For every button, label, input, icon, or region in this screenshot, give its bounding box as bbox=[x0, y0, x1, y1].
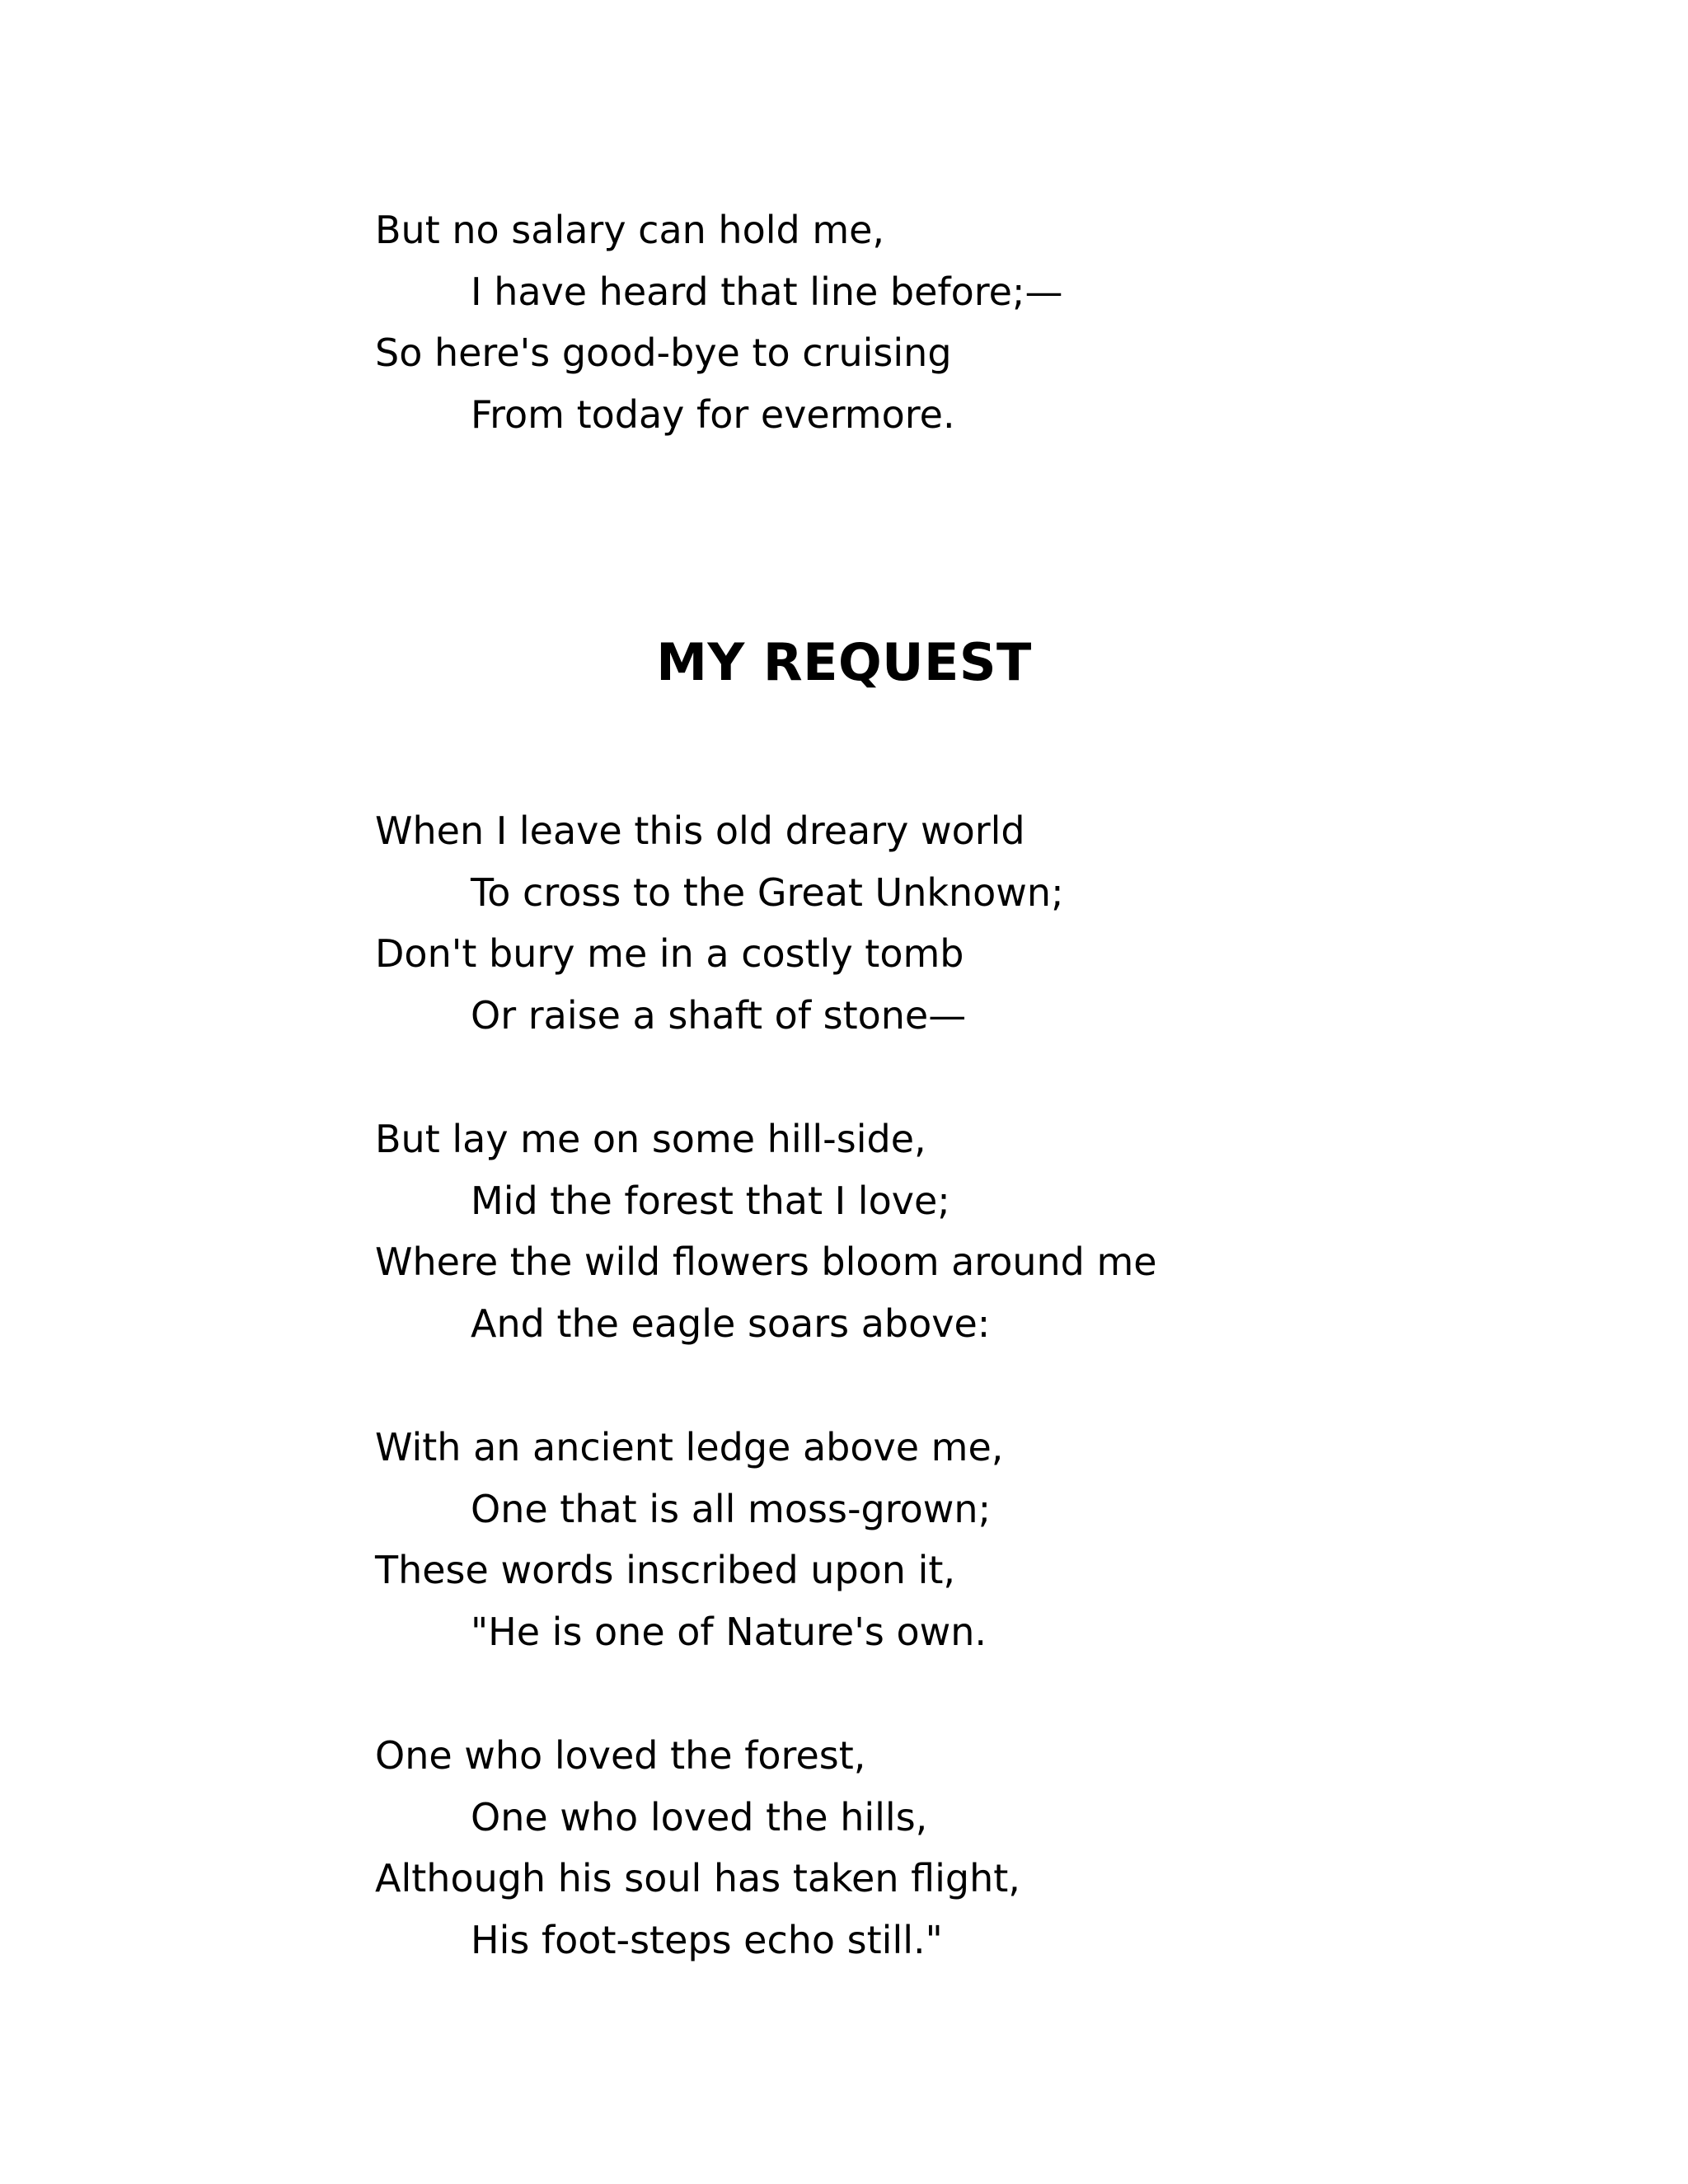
verse-line: One who loved the forest, bbox=[375, 1733, 866, 1778]
verse-line: I have heard that line before;— bbox=[471, 269, 1063, 314]
verse-line: These words inscribed upon it, bbox=[375, 1548, 956, 1592]
verse-line: His foot-steps echo still." bbox=[471, 1917, 943, 1962]
verse-line: To cross to the Great Unknown; bbox=[471, 869, 1064, 915]
verse-line: With an ancient ledge above me, bbox=[375, 1425, 1004, 1469]
stanza-2 bbox=[375, 1108, 1447, 1354]
verse-line: So here's good-bye to cruising bbox=[375, 330, 952, 375]
previous-poem-closing-stanza bbox=[375, 199, 1447, 445]
stanza-3 bbox=[375, 1417, 1447, 1662]
stanza-1 bbox=[375, 800, 1447, 1046]
verse-line: From today for evermore. bbox=[471, 391, 955, 437]
verse-line: Or raise a shaft of stone— bbox=[471, 992, 967, 1038]
poem-title: MY REQUEST bbox=[656, 632, 1032, 692]
verse-line: Although his soul has taken flight, bbox=[375, 1856, 1020, 1900]
verse-line: And the eagle soars above: bbox=[471, 1301, 991, 1346]
verse-line: Don't bury me in a costly tomb bbox=[375, 931, 964, 976]
verse-line: "He is one of Nature's own. bbox=[471, 1609, 987, 1654]
verse-line: But lay me on some hill-side, bbox=[375, 1117, 926, 1161]
verse-line: One that is all moss-grown; bbox=[471, 1486, 992, 1531]
verse-line: When I leave this old dreary world bbox=[375, 808, 1025, 853]
verse-line: Mid the forest that I love; bbox=[471, 1178, 950, 1223]
verse-line: One who loved the hills, bbox=[471, 1794, 928, 1840]
stanza-4 bbox=[375, 1725, 1447, 1971]
verse-line: Where the wild flowers bloom around me bbox=[375, 1240, 1157, 1284]
verse-line: But no salary can hold me, bbox=[375, 208, 885, 252]
